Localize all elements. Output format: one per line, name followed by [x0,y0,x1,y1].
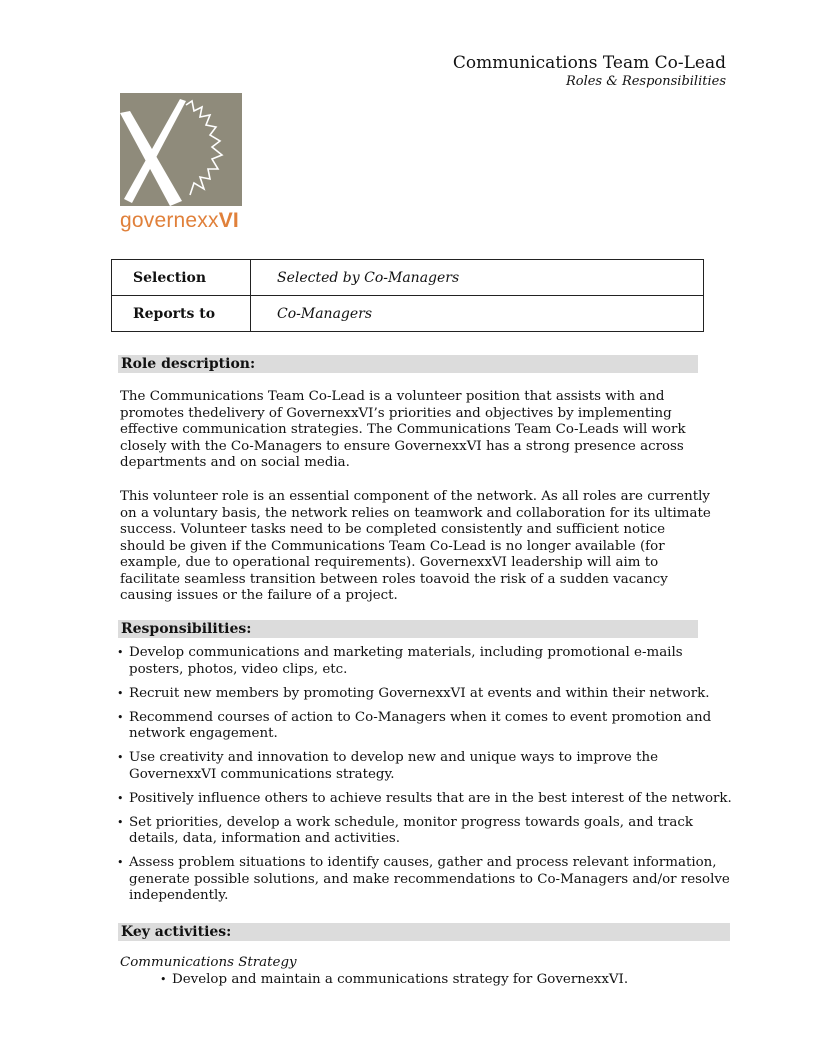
responsibilities-list [112,645,737,912]
selection-label: Selection [112,260,251,296]
list-item: • Use creativity and innovation to develop new and unique ways to improve the GovernexxVI communications strategy. [112,750,737,783]
list-item: • Develop and maintain a communications strategy for GovernexxVI. [155,972,715,989]
role-description-heading: Role description: [118,355,698,373]
selection-table [111,259,704,332]
reports-to-value: Co-Managers [251,296,704,332]
list-item: • Recommend courses of action to Co-Managers when it comes to event promotion and network engagement. [112,710,737,743]
selection-value: Selected by Co-Managers [251,260,704,296]
document-title: Communications Team Co-Lead [452,53,726,73]
role-description-paragraph-1: The Communications Team Co-Lead is a volunteer position that assists with and promotes thedelivery of GovernexxVI’s priorities and objectives by implementing effective communication strategies. The Communications Team Co-Leads will work closely with the Co-Managers to ensure GovernexxVI has a strong presence across departments and on social media. [120,389,686,470]
logo-x-leaf-icon [120,93,242,206]
responsibilities-heading: Responsibilities: [118,620,698,638]
document-subtitle: Roles & Responsibilities [565,74,726,89]
logo-word-vi: VI [218,209,239,232]
reports-to-label: Reports to [112,296,251,332]
list-item: • Develop communications and marketing materials, including promotional e-mails posters, photos, video clips, etc. [112,645,737,678]
logo-word-gov: governexx [120,209,219,232]
logo-wordmark [120,208,242,234]
role-description-paragraph-2: This volunteer role is an essential component of the network. As all roles are currently on a voluntary basis, the network relies on teamwork and collaboration for its ultimate success. Volunteer tasks need to be completed consistently and sufficient notice should be given if the Communications Team Co-Lead is no longer available (for example, due to operational requirements). GovernexxVI leadership will aim to facilitate seamless transition between roles toavoid the risk of a sudden vacancy causing issues or the failure of a project. [120,489,711,603]
list-item: • Assess problem situations to identify causes, gather and process relevant information, generate possible solutions, and make recommendations to Co-Managers and/or resolve independently. [112,855,737,905]
table-row [112,296,704,332]
governexx-logo [120,93,242,234]
list-item: • Recruit new members by promoting GovernexxVI at events and within their network. [112,686,737,703]
table-row [112,260,704,296]
list-item: • Set priorities, develop a work schedule, monitor progress towards goals, and track details, data, information and activities. [112,815,737,848]
list-item: • Positively influence others to achieve results that are in the best interest of the network. [112,791,737,808]
logo-mark [120,93,242,206]
key-activities-list [155,972,715,989]
communications-strategy-subheading: Communications Strategy [120,955,297,970]
key-activities-heading: Key activities: [118,923,730,941]
document-header [453,52,726,90]
